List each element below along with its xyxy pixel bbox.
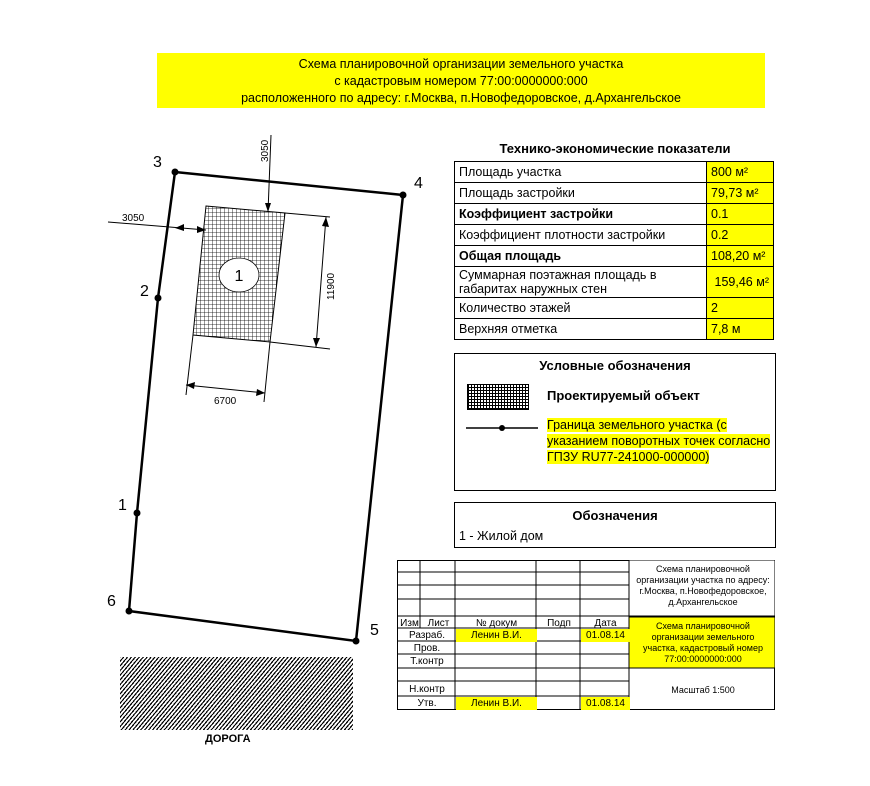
table-row [455,162,774,183]
tep-value: 0.1 [707,204,774,225]
title-line-2: с кадастровым номером 77:00:0000000:000 [334,74,588,88]
stamp-title-mid: Схема планировочной организации земельного участка, кадастровый номер 77:00:0000000:000 [643,621,763,664]
designation-item: 1 - Жилой дом [459,529,544,543]
tep-table [454,161,774,340]
tep-value: 800 м² [707,162,774,183]
road-hatch [120,657,353,730]
title-line-3: расположенного по адресу: г.Москва, п.Новофедоровское, д.Архангельское [241,91,681,105]
legend-border-text: Граница земельного участка (с указанием поворотных точек согласно ГПЗУ RU77-241000-000000) [547,418,771,464]
tep-label: Площадь участка [455,162,707,183]
point-label-5: 5 [370,622,379,639]
stamp-header-sign: Подп [547,618,571,629]
legend-title: Условные обозначения [539,358,691,373]
road-label: ДОРОГА [205,733,251,745]
point-label-4: 4 [414,175,423,192]
boundary-point [134,510,141,517]
legend-object-label: Проектируемый объект [547,388,700,403]
dim-height-text: 11900 [326,272,337,300]
stamp-header-date: Дата [594,618,617,629]
dim-width-arrow-b [256,389,265,396]
dim-height-line [316,217,326,347]
tep-value: 0.2 [707,225,774,246]
dim-height-ext-top [285,213,330,217]
title-line-1: Схема планировочной организации земельного участка [298,57,624,71]
tep-value: 7,8 м [707,319,774,340]
boundary-point [126,608,133,615]
tep-value: 159,46 м² [707,267,774,298]
tep-value: 108,20 м² [707,246,774,267]
table-row [455,204,774,225]
stamp-title-right: Схема планировочной организации участка по адресу: г.Москва, п.Новофедоровское, д.Архангельское [636,564,770,607]
boundary-point [400,192,407,199]
stamp-utv-name: Ленин В.И. [471,698,522,709]
stamp-role-utv: Утв. [417,698,437,709]
dim-top-arrow [265,203,271,212]
stamp-header-doc: № докум [475,618,518,629]
title-block [397,560,775,710]
tep-label: Количество этажей [455,298,707,319]
tep-title: Технико-экономические показатели [499,141,731,156]
dim-left-arrow-a [175,224,184,231]
dim-width-line [186,385,265,393]
stamp-scale: Масштаб 1:500 [671,685,735,695]
tep-label: Коэффициент плотности застройки [455,225,707,246]
stamp-razrab-name: Ленин В.И. [471,630,522,641]
tep-label: Общая площадь [455,246,707,267]
dim-width-text: 6700 [214,396,237,407]
point-label-1: 1 [118,497,127,514]
legend-hatch-swatch [467,384,529,410]
stamp-razrab-date: 01.08.14 [586,630,625,641]
stamp-role-tkontr: Т.контр [410,656,444,667]
dim-top-text: 3050 [260,139,271,162]
legend-border-label [547,417,771,465]
legend-box [454,353,776,491]
boundary-point [172,169,179,176]
tep-label: Верхняя отметка [455,319,707,340]
table-row [455,225,774,246]
tep-value: 79,73 м² [707,183,774,204]
table-row [455,246,774,267]
stamp-header-list: Лист [427,618,450,629]
boundary-point [155,295,162,302]
point-label-6: 6 [107,593,116,610]
table-row [455,319,774,340]
table-row [455,298,774,319]
tep-label: Площадь застройки [455,183,707,204]
dim-height-arrow-b [313,338,320,347]
building-label: 1 [234,268,244,285]
point-label-3: 3 [153,154,162,171]
tep-label: Коэффициент застройки [455,204,707,225]
stamp-role-razrab: Разраб. [408,630,445,641]
designations-box [454,502,776,548]
boundary-point [353,638,360,645]
designations-title: Обозначения [572,508,658,523]
stamp-role-nkontr: Н.контр [409,684,445,695]
dim-height-arrow-a [322,217,329,227]
dim-left-text: 3050 [122,213,145,224]
tep-value: 2 [707,298,774,319]
point-label-2: 2 [140,283,149,300]
stamp-header-izm: Изм [400,618,419,629]
table-row [455,267,774,298]
stamp-role-prov: Пров. [413,643,441,654]
stamp-utv-date: 01.08.14 [586,698,625,709]
dim-height-ext-bottom [270,342,330,349]
tep-label: Суммарная поэтажная площадь в габаритах наружных стен [455,267,707,298]
table-row [455,183,774,204]
